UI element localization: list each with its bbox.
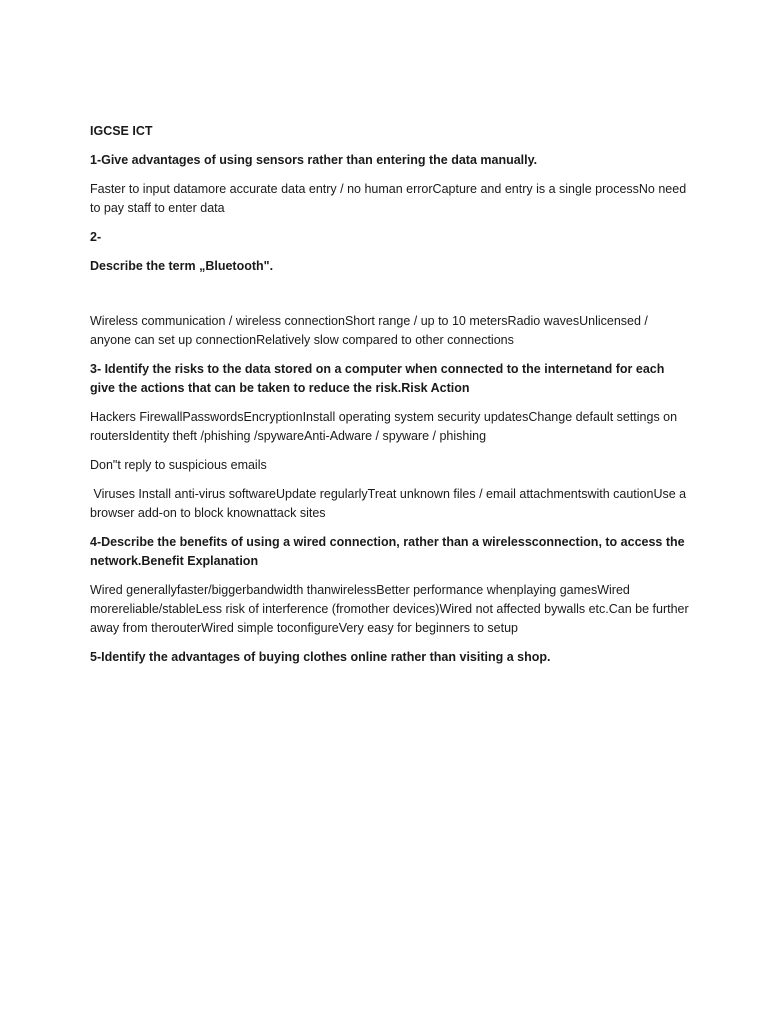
question-1: 1-Give advantages of using sensors rather than entering the data manually. xyxy=(90,153,538,167)
document-title: IGCSE ICT xyxy=(90,124,153,138)
question-2-number: 2- xyxy=(90,230,102,244)
question-5: 5-Identify the advantages of buying clothes online rather than visiting a shop. xyxy=(90,650,551,664)
document-page xyxy=(90,122,693,677)
question-4: 4-Describe the benefits of using a wired connection, rather than a wirelessconnection, to access the network.Benefit Explanation xyxy=(90,535,689,568)
answer-4: Wired generallyfaster/biggerbandwidth thanwirelessBetter performance whenplaying gamesWired morereliable/stableLess risk of interference (fromother devices)Wired not affected bywalls etc.Can be further away from therouterWired simple toconfigureVery easy for beginners to setup xyxy=(90,583,693,635)
question-2: Describe the term „Bluetooth". xyxy=(90,259,274,273)
question-3: 3- Identify the risks to the data stored on a computer when connected to the internetand for each give the actions that can be taken to reduce the risk.Risk Action xyxy=(90,362,668,395)
answer-3-part-2: Don"t reply to suspicious emails xyxy=(90,458,267,472)
answer-3-part-1: Hackers FirewallPasswordsEncryptionInstall operating system security updatesChange default settings on routersIdentity theft /phishing /spywareAnti-Adware / spyware / phishing xyxy=(90,410,681,443)
answer-2: Wireless communication / wireless connectionShort range / up to 10 metersRadio wavesUnlicensed / anyone can set up connectionRelatively slow compared to other connections xyxy=(90,314,652,347)
answer-1: Faster to input datamore accurate data entry / no human errorCapture and entry is a single processNo need to pay staff to enter data xyxy=(90,182,690,215)
answer-3-part-3: Viruses Install anti-virus softwareUpdate regularlyTreat unknown files / email attachmentswith cautionUse a browser add-on to block knownattack sites xyxy=(90,487,690,520)
